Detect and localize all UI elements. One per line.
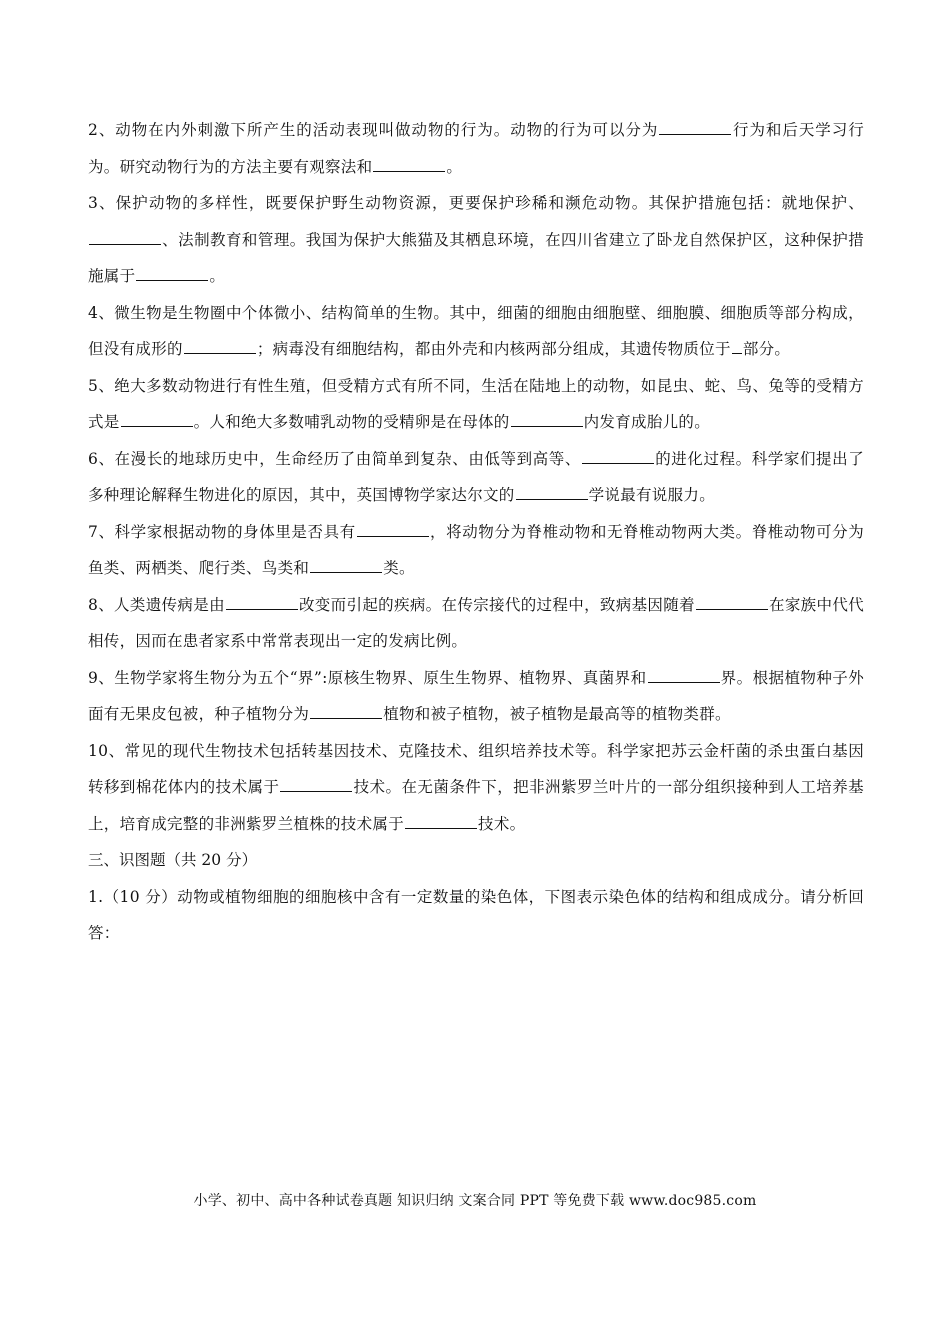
answer-blank [357,522,429,537]
question-text: 的进化过程。科学家们提出了多种理论解释生物进化的原因，其中，英国博物学家达尔文的 [88,449,864,504]
question-text: 类。 [383,559,415,577]
question-text: 9、生物学家将生物分为五个“界”:原核生物界、原生生物界、植物界、真菌界和 [88,668,647,687]
section-3-title: 三、识图题（共 20 分） [88,851,258,869]
question-text: 。 [209,267,226,285]
question-text: 4、微生物是生物圈中个体微小、结构简单的生物。其中，细菌的细胞由细胞壁、细胞膜、细胞质等部分构成，但没有成形的 [88,303,864,358]
answer-blank [184,339,256,354]
answer-blank [136,266,208,281]
question-2 [88,112,864,185]
question-text: 8、人类遗传病是由 [88,595,225,614]
answer-blank [89,230,161,245]
question-text: 植物和被子植物，被子植物是最高等的植物类群。 [383,705,731,723]
question-4 [88,295,864,368]
question-text: 7、科学家根据动物的身体里是否具有 [88,522,356,541]
answer-blank [226,595,298,610]
answer-blank [280,777,352,792]
answer-blank [373,157,445,172]
answer-blank [582,449,654,464]
question-text: 技术。 [478,814,526,833]
answer-blank [696,595,768,610]
question-9 [88,660,864,733]
answer-blank [516,485,588,500]
document-content [88,112,864,952]
question-6 [88,441,864,514]
answer-blank [121,412,193,427]
section-3-question-1: 1.（10 分）动物或植物细胞的细胞核中含有一定数量的染色体，下图表示染色体的结构和组成成分。请分析回答： [88,887,864,942]
answer-blank [310,704,382,719]
question-text: ；病毒没有细胞结构，都由外壳和内核两部分组成，其遗传物质位于 [256,340,731,358]
question-5 [88,368,864,441]
question-text: 3、保护动物的多样性，既要保护野生动物资源，更要保护珍稀和濒危动物。其保护措施包括：就地保护、 [88,194,864,212]
question-10 [88,733,864,843]
question-3 [88,185,864,295]
question-text: 、法制教育和管理。我国为保护大熊猫及其栖息环境，在四川省建立了卧龙自然保护区，这种保护措施属于 [88,230,864,285]
question-text: 。人和绝大多数哺乳动物的受精卵是在母体的 [193,413,510,431]
question-text: 内发育成胎儿的。 [583,413,711,431]
page-footer: 小学、初中、高中各种试卷真题 知识归纳 文案合同 PPT 等免费下载 www.doc985.com [193,1193,757,1209]
answer-blank [310,558,382,573]
question-text: 技术。在无菌条件下，把非洲紫罗兰叶片的一部分组织接种到人工培养基上，培育成完整的非洲紫罗兰植株的技术属于 [88,778,864,833]
question-text: 界。根据植物种子外面有无果皮包被，种子植物分为 [88,668,864,723]
question-text: 5、绝大多数动物进行有性生殖，但受精方式有所不同，生活在陆地上的动物，如昆虫、蛇、鸟、兔等的受精方式是 [88,376,864,431]
question-7 [88,514,864,587]
answer-blank [511,412,583,427]
answer-blank [648,668,720,683]
question-text: 10、常见的现代生物技术包括转基因技术、克隆技术、组织培养技术等。科学家把苏云金杆菌的杀虫蛋白基因转移到棉花体内的技术属于 [88,741,864,796]
question-text: 在家族中代代相传，因而在患者家系中常常表现出一定的发病比例。 [88,595,864,650]
question-text: 。 [446,157,463,176]
answer-blank [405,814,477,829]
question-text: ，将动物分为脊椎动物和无脊椎动物两大类。脊椎动物可分为鱼类、两栖类、爬行类、鸟类和 [88,522,864,577]
question-text: 2、动物在内外刺激下所产生的活动表现叫做动物的行为。动物的行为可以分为 [88,121,659,139]
question-text: 学说最有说服力。 [588,486,716,504]
question-text: 改变而引起的疾病。在传宗接代的过程中，致病基因随着 [298,595,695,614]
answer-blank [732,339,742,354]
answer-blank [659,120,731,135]
question-text: 行为和后天学习行为。研究动物行为的方法主要有观察法和 [88,121,864,176]
question-text: 6、在漫长的地球历史中，生命经历了由简单到复杂、由低等到高等、 [88,449,581,468]
question-text: 部分。 [742,340,791,358]
question-8 [88,587,864,660]
